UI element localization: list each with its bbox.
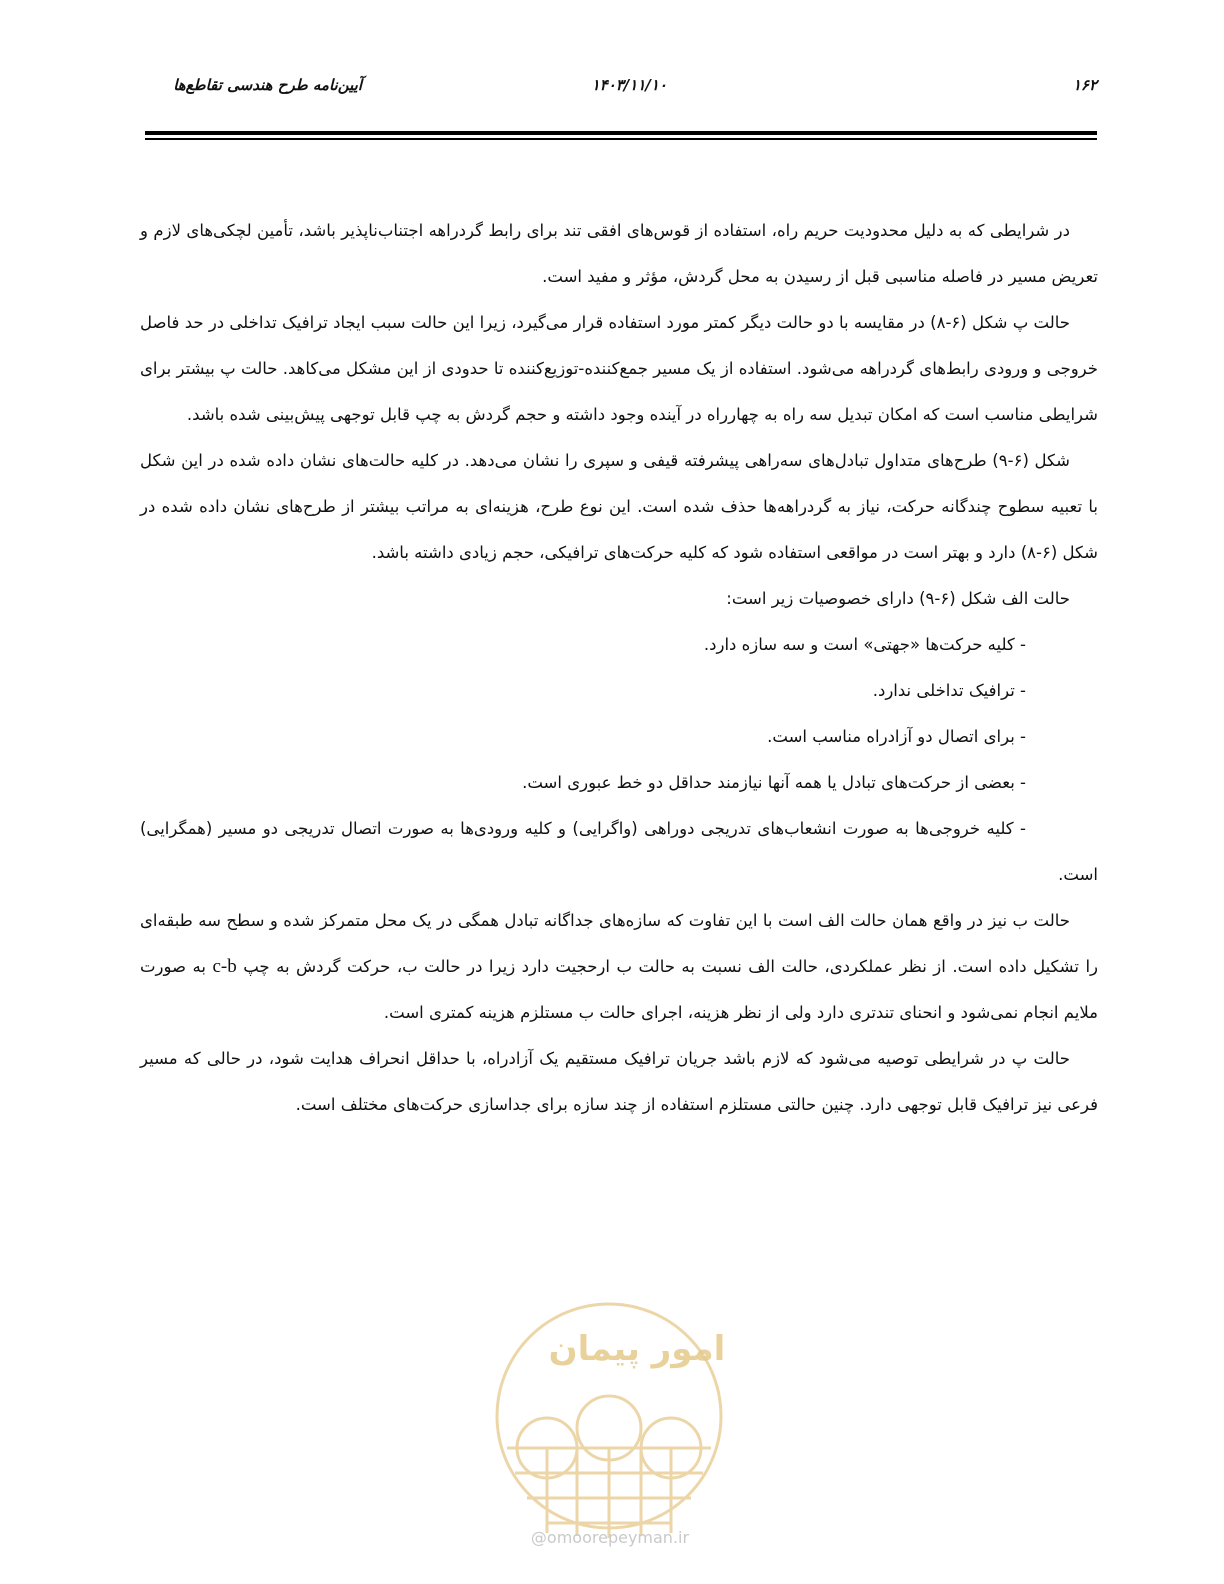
page-header [145,70,1097,106]
watermark-url: @omoorepeyman.ir [530,1528,690,1547]
paragraph-6: حالت پ در شرایطی توصیه می‌شود که لازم باشد جریان ترافیک مستقیم یک آزادراه، با حداقل انحراف هدایت شود، در حالی که مسیر فرعی نیز ترافیک قابل توجهی دارد. چنین حالتی مستلزم استفاده از چند سازه برای جداسازی حرکت‌های مختلف است. [140,1049,1098,1114]
watermark-url-text: omoorepeyman.ir [546,1528,690,1547]
bullet-item-3: - برای اتصال دو آزادراه مناسب است. [767,727,1026,746]
bullet-item-4: - بعضی از حرکت‌های تبادل یا همه آنها نیازمند حداقل دو خط عبوری است. [522,773,1026,792]
watermark-text: امور پیمان [548,1329,726,1369]
header-rule-thick [145,131,1097,135]
header-rule-thin [145,138,1097,140]
paragraph-2: حالت پ شکل (۶-۸) در مقایسه با دو حالت دیگر کمتر مورد استفاده قرار می‌گیرد، زیرا این حالت سبب ایجاد ترافیک تداخلی در حد فاصل خروجی و ورودی رابط‌های گردراهه می‌شود. استفاده از یک مسیر جمع‌کننده-توزیع‌کننده تا حدودی از این مشکل می‌کاهد. حالت پ بیشتر برای شرایطی مناسب است که امکان تبدیل سه راه به چهارراه در آینده وجود داشته و حجم گردش به چپ قابل توجهی پیش‌بینی شده باشد. [140,313,1098,424]
paragraph-1: در شرایطی که به دلیل محدودیت حریم راه، استفاده از قوس‌های افقی تند برای رابط گردراهه اجتناب‌ناپذیر باشد، تأمین لچکی‌های لازم و تعریض مسیر در فاصله مناسبی قبل از رسیدن به محل گردش، مؤثر و مفید است. [140,221,1098,286]
header-title: آیین‌نامه طرح هندسی تقاطع‌ها [173,76,362,94]
paragraph-5-part-1: حالت ب نیز در واقع همان حالت الف است با این تفاوت که سازه‌های جداگانه تبادل همگی در یک محل متمرکز شده و سطح سه طبقه‌ای را تشکیل داده است. از نظر عملکردی، حالت الف نسبت به حالت ب ارحجیت دارد زیرا در حالت ب، حرکت گردش به چپ [140,911,1099,976]
body-text [140,208,1098,1128]
paragraph-3: شکل (۶-۹) طرح‌های متداول تبادل‌های سه‌راهی پیشرفته قیفی و سپری را نشان می‌دهد. در کلیه حالت‌های نشان داده شده در این شکل با تعبیه سطوح چندگانه حرکت، نیاز به گردراهه‌ها حذف شده است. این نوع طرح، هزینه‌ای به مراتب بیشتر از طرح‌های نشان داده شده در شکل (۶-۸) دارد و بهتر است در مواقعی استفاده شود که کلیه حرکت‌های ترافیکی، حجم زیادی داشته باشد. [140,451,1098,562]
bullet-item-2: - ترافیک تداخلی ندارد. [872,681,1026,700]
paragraph-5 [140,898,1098,1036]
movement-label: c-b [212,956,237,977]
header-date: ۱۴۰۳/۱۱/۱۰ [591,76,667,94]
page-number: ۱۶۲ [1072,76,1097,94]
paragraph-5-part-2: به صورت ملایم انجام نمی‌شود و انحنای تندتری دارد ولی از نظر هزینه، اجرای حالت ب مستلزم هزینه کمتری است. [140,957,1098,1022]
bullet-item-5: - کلیه خروجی‌ها به صورت انشعاب‌های تدریجی دوراهی (واگرایی) و کلیه ورودی‌ها به صورت اتصال تدریجی دو مسیر (همگرایی) است. [140,819,1098,884]
bullet-item-1: - کلیه حرکت‌ها «جهتی» است و سه سازه دارد. [703,635,1026,654]
paragraph-4: حالت الف شکل (۶-۹) دارای خصوصیات زیر است: [726,589,1070,608]
